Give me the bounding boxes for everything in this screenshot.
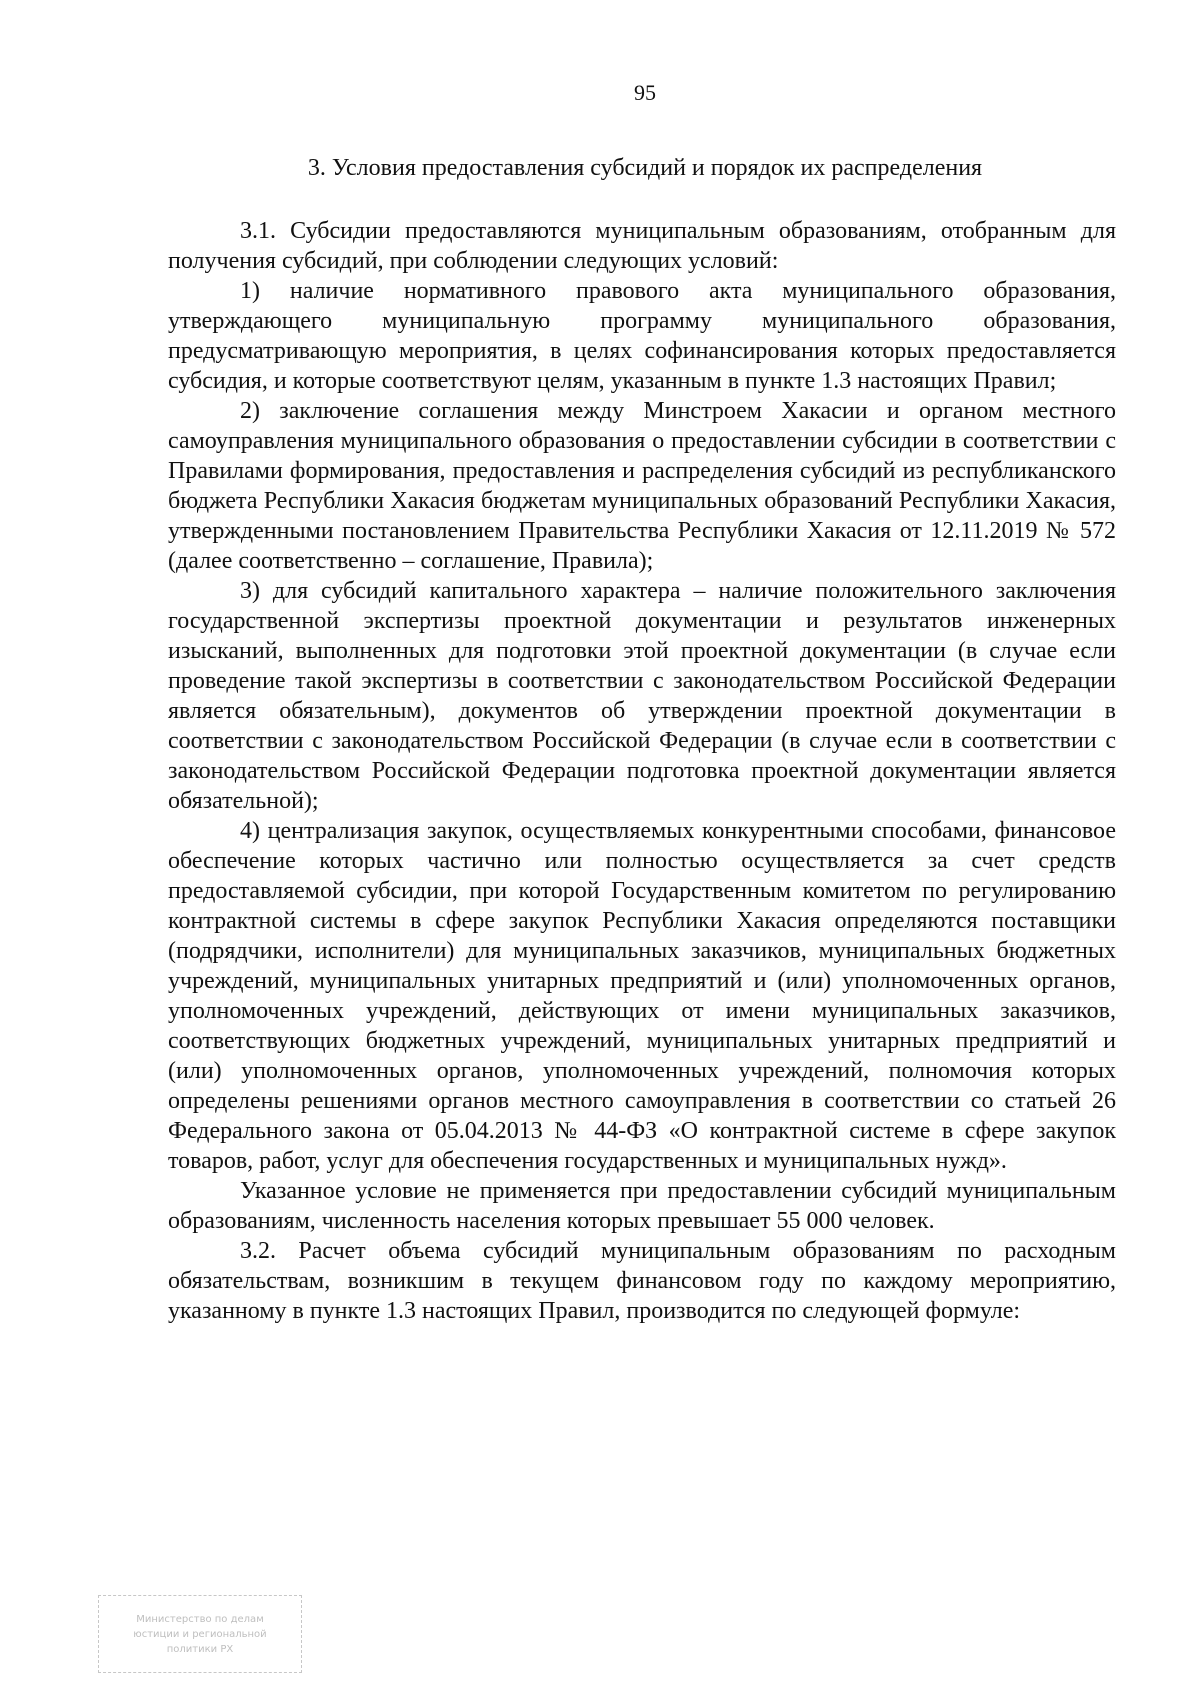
paragraph-3-2: 3.2. Расчет объема субсидий муниципальным образованиям по расходным обязательствам, возникшим в текущем финансовом году по каждому мероприятию, указанному в пункте 1.3 настоящих Правил, производится по следующей формуле: <box>168 1238 1116 1324</box>
stamp-line-1: Министерство по делам <box>136 1613 264 1625</box>
paragraph-condition-3: 3) для субсидий капитального характера – наличие положительного заключения государственной экспертизы проектной документации и результатов инженерных изысканий, выполненных для подготовки этой проектной документации (в случае если проведение такой экспертизы в соответствии с законодательством Российской Федерации является обязательным), документов об утверждении проектной документации в соответствии с законодательством Российской Федерации (в случае если в соответствии с законодательством Российской Федерации подготовка проектной документации является обязательной); <box>168 578 1116 814</box>
registration-stamp <box>98 1595 302 1673</box>
paragraph-3-1: 3.1. Субсидии предоставляются муниципальным образованиям, отобранным для получения субсидий, при соблюдении следующих условий: <box>168 218 1116 274</box>
stamp-line-2: юстиции и региональной <box>133 1628 267 1640</box>
paragraph-exception: Указанное условие не применяется при предоставлении субсидий муниципальным образованиям, численность населения которых превышает 55 000 человек. <box>168 1178 1116 1234</box>
paragraph-condition-1: 1) наличие нормативного правового акта муниципального образования, утверждающего муниципальную программу муниципального образования, предусматривающую мероприятия, в целях софинансирования которых предоставляется субсидия, и которые соответствуют целям, указанным в пункте 1.3 настоящих Правил; <box>168 278 1116 394</box>
stamp-line-3: политики РХ <box>166 1643 234 1655</box>
page-number: 95 <box>634 80 656 105</box>
section-heading: 3. Условия предоставления субсидий и порядок их распределения <box>307 155 983 181</box>
paragraph-condition-2: 2) заключение соглашения между Минстроем Хакасии и органом местного самоуправления муниципального образования о предоставлении субсидии в соответствии с Правилами формирования, предоставления и распределения субсидий из республиканского бюджета Республики Хакасия бюджетам муниципальных образований Республики Хакасия, утвержденными постановлением Правительства Республики Хакасия от 12.11.2019 № 572 (далее соответственно – соглашение, Правила); <box>168 398 1116 574</box>
paragraph-condition-4: 4) централизация закупок, осуществляемых конкурентными способами, финансовое обеспечение которых частично или полностью осуществляется за счет средств предоставляемой субсидии, при которой Государственным комитетом по регулированию контрактной системы в сфере закупок Республики Хакасия определяются поставщики (подрядчики, исполнители) для муниципальных заказчиков, муниципальных бюджетных учреждений, муниципальных унитарных предприятий и (или) уполномоченных органов, уполномоченных учреждений, действующих от имени муниципальных заказчиков, соответствующих бюджетных учреждений, муниципальных унитарных предприятий и (или) уполномоченных органов, уполномоченных учреждений, полномочия которых определены решениями органов местного самоуправления в соответствии со статьей 26 Федерального закона от 05.04.2013 № 44-ФЗ «О контрактной системе в сфере закупок товаров, работ, услуг для обеспечения государственных и муниципальных нужд». <box>168 818 1116 1174</box>
document-body <box>168 216 1116 1326</box>
